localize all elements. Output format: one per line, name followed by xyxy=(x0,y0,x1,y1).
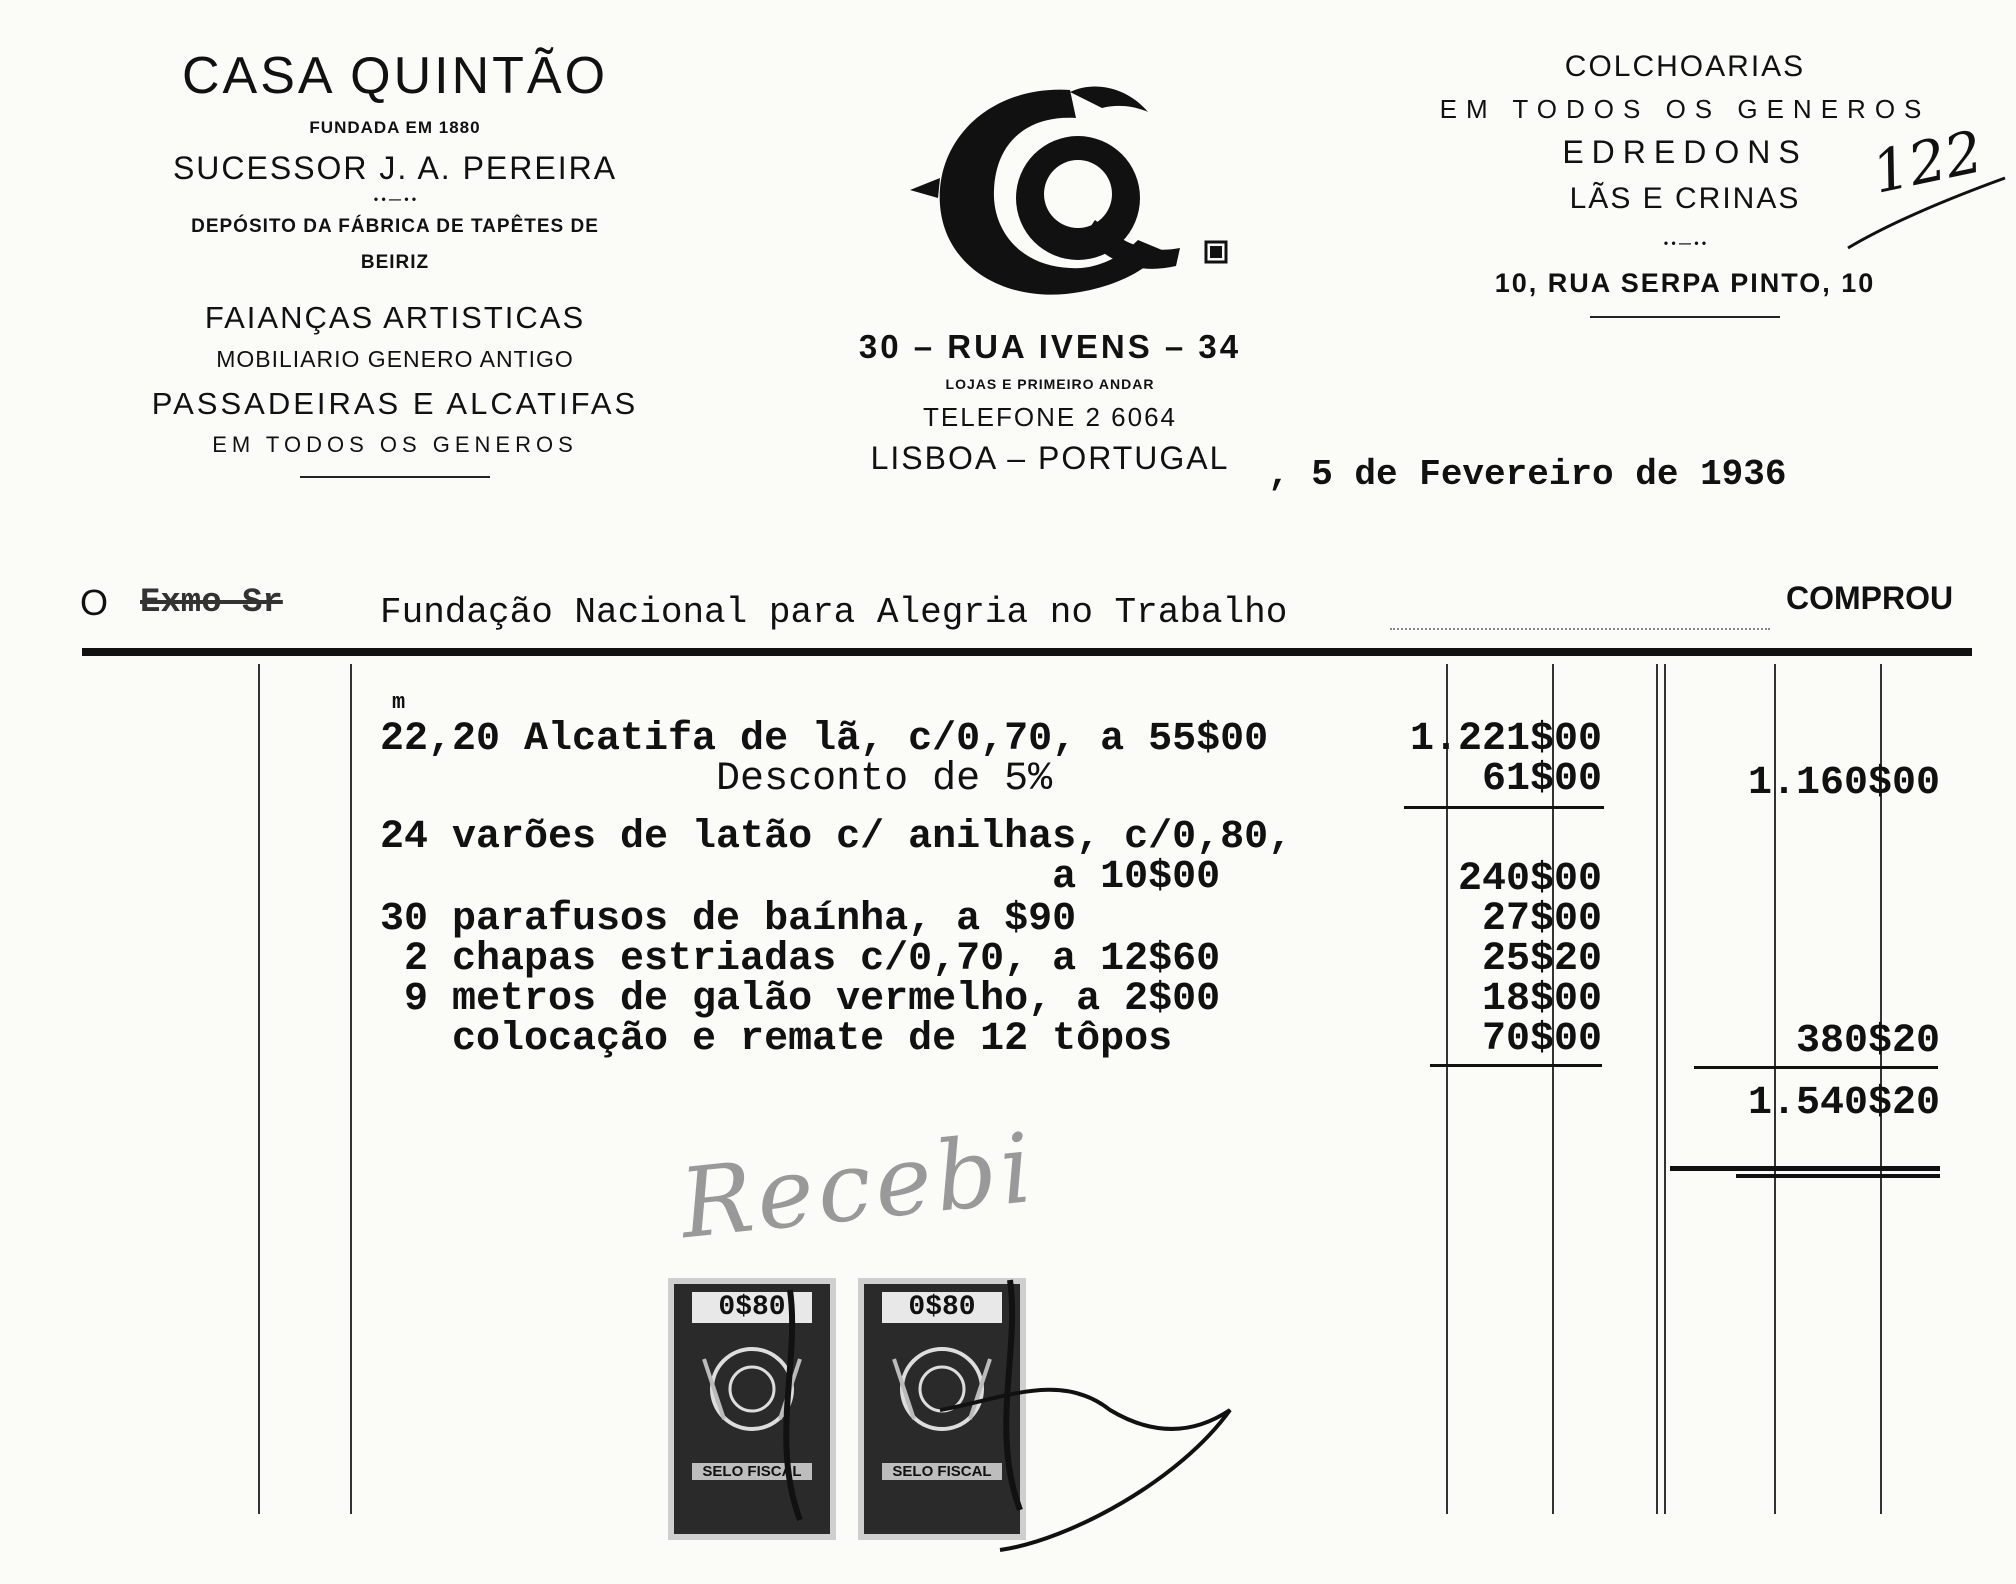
struck-title: Exmo Sr xyxy=(140,584,283,622)
comprou-label: COMPROU xyxy=(1786,580,1954,616)
edredons-line: EDREDONS xyxy=(1562,134,1808,170)
left-ornament: • • — • • xyxy=(373,192,417,206)
las-crinas-line: LÃS E CRINAS xyxy=(1569,182,1801,215)
col-line-6 xyxy=(1664,664,1666,1514)
item-line-4: a 10$00 xyxy=(380,855,1221,900)
cq-logo-icon xyxy=(880,70,1250,310)
amount-underline-1 xyxy=(1404,806,1604,809)
buyer-name: Fundação Nacional para Alegria no Trabalho xyxy=(380,592,1288,633)
buyer-prefix: O xyxy=(80,582,109,623)
store-address: 30 – RUA IVENS – 34 xyxy=(858,328,1242,365)
subtotal-1: 1.160$00 xyxy=(1747,761,1940,806)
item-amount-2: 61$00 xyxy=(1481,757,1602,802)
item-amount-5: 27$00 xyxy=(1481,897,1602,942)
header-rule xyxy=(82,648,1972,656)
signature-recebi: Recebi xyxy=(675,1111,1041,1261)
item-line-7: 9 metros de galão vermelho, a 2$00 xyxy=(380,977,1221,1022)
faiancas-line: FAIANÇAS ARTISTICAS xyxy=(204,300,586,335)
stamp-2-label: SELO FISCAL xyxy=(882,1463,1002,1480)
item-line-8: colocação e remate de 12 tôpos xyxy=(380,1017,1173,1062)
unit-superscript: m xyxy=(392,690,406,715)
founded-line: FUNDADA EM 1880 xyxy=(309,118,481,137)
stamp-1-value: 0$80 xyxy=(692,1292,812,1323)
deposit-line-1: DEPÓSITO DA FÁBRICA DE TAPÊTES DE xyxy=(191,216,599,237)
colchoarias-line: COLCHOARIAS xyxy=(1564,50,1806,83)
phone-line: TELEFONE 2 6064 xyxy=(923,402,1177,432)
mobiliario-line: MOBILIARIO GENERO ANTIGO xyxy=(216,346,574,372)
col-line-1 xyxy=(258,664,260,1514)
item-line-5: 30 parafusos de baínha, a $90 xyxy=(380,897,1077,942)
deposit-line-2: BEIRIZ xyxy=(360,252,430,273)
successor-line: SUCESSOR J. A. PEREIRA xyxy=(172,150,618,186)
item-amount-6: 25$20 xyxy=(1481,937,1602,982)
item-line-3: 24 varões de latão c/ anilhas, c/0,80, xyxy=(380,815,1293,860)
item-amount-7: 18$00 xyxy=(1481,977,1602,1022)
company-name: CASA QUINTÃO xyxy=(181,47,609,105)
item-amount-4: 240$00 xyxy=(1457,857,1602,902)
stamp-2-value: 0$80 xyxy=(882,1292,1002,1323)
total-underline-2 xyxy=(1736,1174,1940,1178)
floors-line: LOJAS E PRIMEIRO ANDAR xyxy=(945,376,1155,392)
amount-underline-2 xyxy=(1430,1064,1602,1067)
item-line-1: 22,20 Alcatifa de lã, c/0,70, a 55$00 xyxy=(380,717,1269,762)
passadeiras-line: PASSADEIRAS E ALCATIFAS xyxy=(151,386,639,421)
item-line-2: Desconto de 5% xyxy=(380,757,1053,802)
generos-line: EM TODOS OS GENEROS xyxy=(212,432,578,457)
col-line-2 xyxy=(350,664,352,1514)
subtotal-2: 380$20 xyxy=(1795,1019,1940,1064)
right-ornament: • • — • • xyxy=(1663,236,1707,250)
item-line-6: 2 chapas estriadas c/0,70, a 12$60 xyxy=(380,937,1221,982)
invoice-date: , 5 de Fevereiro de 1936 xyxy=(1268,454,1787,495)
item-amount-1: 1.221$00 xyxy=(1409,717,1602,762)
item-amount-8: 70$00 xyxy=(1481,1017,1602,1062)
right-generos-line: EM TODOS OS GENEROS xyxy=(1439,94,1931,124)
handwritten-number: 122 xyxy=(1866,117,1989,207)
stamp-1-label: SELO FISCAL xyxy=(692,1463,812,1480)
subtotal-underline xyxy=(1694,1066,1938,1069)
invoice-total: 1.540$20 xyxy=(1747,1081,1940,1126)
right-divider xyxy=(1590,316,1780,318)
col-line-5 xyxy=(1656,664,1658,1514)
city-line: LISBOA – PORTUGAL xyxy=(870,440,1230,476)
buyer-dotted-line xyxy=(1390,628,1770,630)
right-address: 10, RUA SERPA PINTO, 10 xyxy=(1494,268,1876,298)
stamp-cancellation-scribble xyxy=(640,1260,1240,1560)
handwritten-stroke xyxy=(1840,168,2010,258)
left-divider xyxy=(300,476,490,478)
total-underline-1 xyxy=(1670,1166,1940,1171)
